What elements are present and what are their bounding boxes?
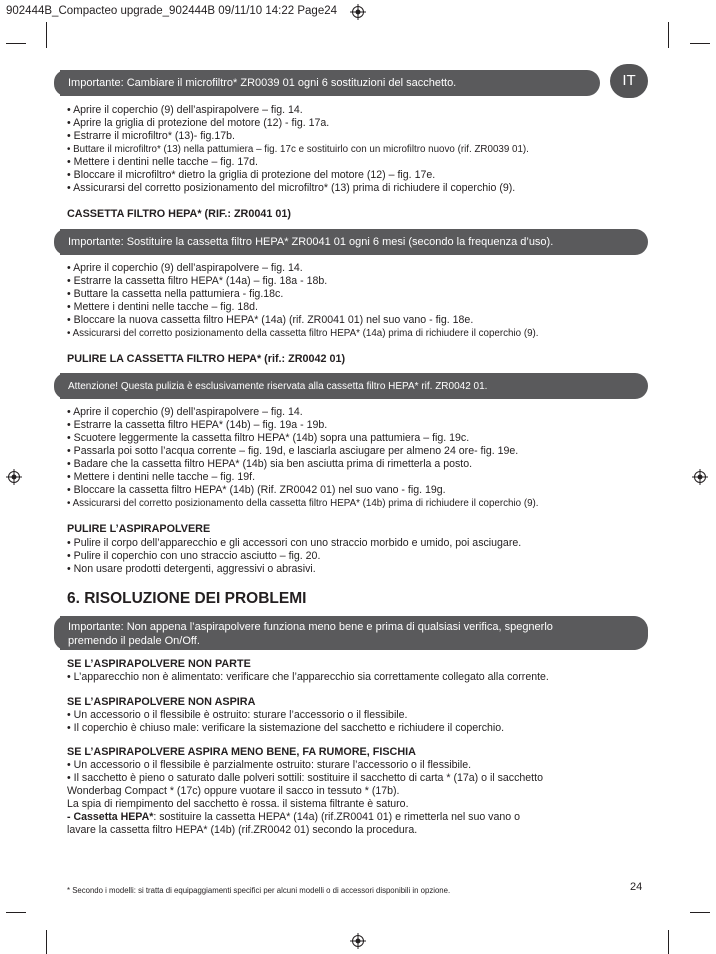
list-item: • Un accessorio o il flessibile è parzialmente ostruito: sturare l’accessorio o il flessibile. <box>67 759 472 771</box>
language-tab: IT <box>610 64 648 98</box>
registration-mark-icon <box>350 4 366 20</box>
registration-mark-icon <box>692 469 708 485</box>
crop-mark <box>690 912 710 913</box>
crop-mark <box>668 930 669 954</box>
section-heading: SE L’ASPIRAPOLVERE ASPIRA MENO BENE, FA RUMORE, FISCHIA <box>67 746 416 758</box>
list-item: • Aprire la griglia di protezione del motore (12) - fig. 17a. <box>67 117 330 129</box>
list-item: • Assicurarsi del corretto posizionamento della cassetta filtro HEPA* (14a) prima di richiudere il coperchio (9). <box>67 328 539 339</box>
list-item: • Mettere i dentini nelle tacche – fig. 19f. <box>67 471 256 483</box>
crop-mark <box>6 43 26 44</box>
notice-text: Importante: Sostituire la cassetta filtro HEPA* ZR0041 01 ogni 6 mesi (secondo la frequenza d’uso). <box>68 236 554 248</box>
list-item: • Assicurarsi del corretto posizionamento del microfiltro* (13) prima di richiudere il coperchio (9). <box>67 182 516 194</box>
list-item: • Assicurarsi del corretto posizionamento della cassetta filtro HEPA* (14b) prima di richiudere il coperchio (9). <box>67 498 539 509</box>
page-title: 6. RISOLUZIONE DEI PROBLEMI <box>67 590 307 607</box>
list-item: • Non usare prodotti detergenti, aggressivi o abrasivi. <box>67 563 316 575</box>
list-item: • Passarla poi sotto l’acqua corrente – fig. 19d, e lasciarla asciugare per almeno 24 ore- fig. 19e. <box>67 445 519 457</box>
notice-text: Attenzione! Questa pulizia è esclusivamente riservata alla cassetta filtro HEPA* rif. ZR0042 01. <box>68 381 488 392</box>
notice-text: premendo il pedale On/Off. <box>68 635 200 647</box>
list-item: lavare la cassetta filtro HEPA* (14b) (rif.ZR0042 01) secondo la procedura. <box>67 824 418 836</box>
list-item: • Mettere i dentini nelle tacche – fig. 17d. <box>67 156 258 168</box>
crop-mark <box>46 22 47 48</box>
list-item: • Buttare la cassetta nella pattumiera - fig.18c. <box>67 288 284 300</box>
list-item: • L’apparecchio non è alimentato: verificare che l’apparecchio sia correttamente collegato alla corrente. <box>67 671 549 683</box>
notice-bar-troubleshoot <box>60 616 648 650</box>
list-item: • Bloccare il microfiltro* dietro la griglia di protezione del motore (12) – fig. 17e. <box>67 169 436 181</box>
list-item: • Estrarre la cassetta filtro HEPA* (14b) – fig. 19a - 19b. <box>67 419 328 431</box>
footnote: * Secondo i modelli: si tratta di equipaggiamenti specifici per alcuni modelli o di accessori disponibili in opzione. <box>67 886 451 895</box>
notice-bar-hepa <box>60 229 648 255</box>
list-item: • Badare che la cassetta filtro HEPA* (14b) sia ben asciutta prima di rimetterla a posto. <box>67 458 473 470</box>
page-number: 24 <box>630 881 643 893</box>
notice-bar-microfilter <box>60 70 600 96</box>
notice-bar-cleaning <box>60 373 648 399</box>
list-item: • Il coperchio è chiuso male: verificare la sistemazione del sacchetto e richiudere il coperchio. <box>67 722 505 734</box>
registration-mark-icon <box>350 933 366 949</box>
list-item: • Aprire il coperchio (9) dell’aspirapolvere – fig. 14. <box>67 406 303 418</box>
list-item: • Estrarre la cassetta filtro HEPA* (14a) – fig. 18a - 18b. <box>67 275 328 287</box>
crop-mark <box>668 22 669 48</box>
crop-mark <box>6 912 26 913</box>
list-item: • Aprire il coperchio (9) dell’aspirapolvere – fig. 14. <box>67 104 303 116</box>
list-item <box>67 811 520 824</box>
list-item: Wonderbag Compact * (17c) oppure vuotare il sacco in tessuto * (17b). <box>67 785 400 797</box>
list-item: • Bloccare la nuova cassetta filtro HEPA* (14a) (rif. ZR0041 01) nel suo vano - fig. 18e. <box>67 314 474 326</box>
list-item: • Estrarre il microfiltro* (13)- fig.17b. <box>67 130 235 142</box>
section-heading: SE L’ASPIRAPOLVERE NON PARTE <box>67 658 251 670</box>
list-item: • Il sacchetto è pieno o saturato dalle polveri sottili: sostituire il sacchetto di carta * (17a) o il sacchetto <box>67 772 543 784</box>
notice-text: Importante: Non appena l’aspirapolvere funziona meno bene e prima di qualsiasi verifica, spegnerlo <box>68 621 553 633</box>
section-heading: PULIRE L’ASPIRAPOLVERE <box>67 523 211 535</box>
list-item: • Scuotere leggermente la cassetta filtro HEPA* (14b) sopra una pattumiera – fig. 19c. <box>67 432 470 444</box>
list-item: La spia di riempimento del sacchetto è rossa. il sistema filtrante è saturo. <box>67 798 409 810</box>
bold-label: - Cassetta HEPA* <box>67 811 154 823</box>
list-item: • Pulire il corpo dell’apparecchio e gli accessori con uno straccio morbido e umido, poi asciugare. <box>67 537 522 549</box>
notice-text: Importante: Cambiare il microfiltro* ZR0039 01 ogni 6 sostituzioni del sacchetto. <box>68 77 457 89</box>
section-heading: CASSETTA FILTRO HEPA* (RIF.: ZR0041 01) <box>67 208 291 220</box>
list-item: • Un accessorio o il flessibile è ostruito: sturare l’accessorio o il flessibile. <box>67 709 408 721</box>
list-item: • Pulire il coperchio con uno straccio asciutto – fig. 20. <box>67 550 321 562</box>
section-heading: PULIRE LA CASSETTA FILTRO HEPA* (rif.: ZR0042 01) <box>67 353 346 365</box>
list-item: • Mettere i dentini nelle tacche – fig. 18d. <box>67 301 258 313</box>
list-item: • Buttare il microfiltro* (13) nella pattumiera – fig. 17c e sostituirlo con un microfiltro nuovo (rif. ZR0039 01). <box>67 144 529 155</box>
list-item-text: : sostituire la cassetta HEPA* (14a) (rif.ZR0041 01) e rimetterla nel suo vano o <box>153 811 520 823</box>
print-slug: 902444B_Compacteo upgrade_902444B 09/11/10 14:22 Page24 <box>6 5 338 17</box>
list-item: • Aprire il coperchio (9) dell’aspirapolvere – fig. 14. <box>67 262 303 274</box>
crop-mark <box>46 930 47 954</box>
registration-mark-icon <box>6 469 22 485</box>
list-item: • Bloccare la cassetta filtro HEPA* (14b) (Rif. ZR0042 01) nel suo vano - fig. 19g. <box>67 484 446 496</box>
section-heading: SE L’ASPIRAPOLVERE NON ASPIRA <box>67 696 256 708</box>
crop-mark <box>690 43 710 44</box>
